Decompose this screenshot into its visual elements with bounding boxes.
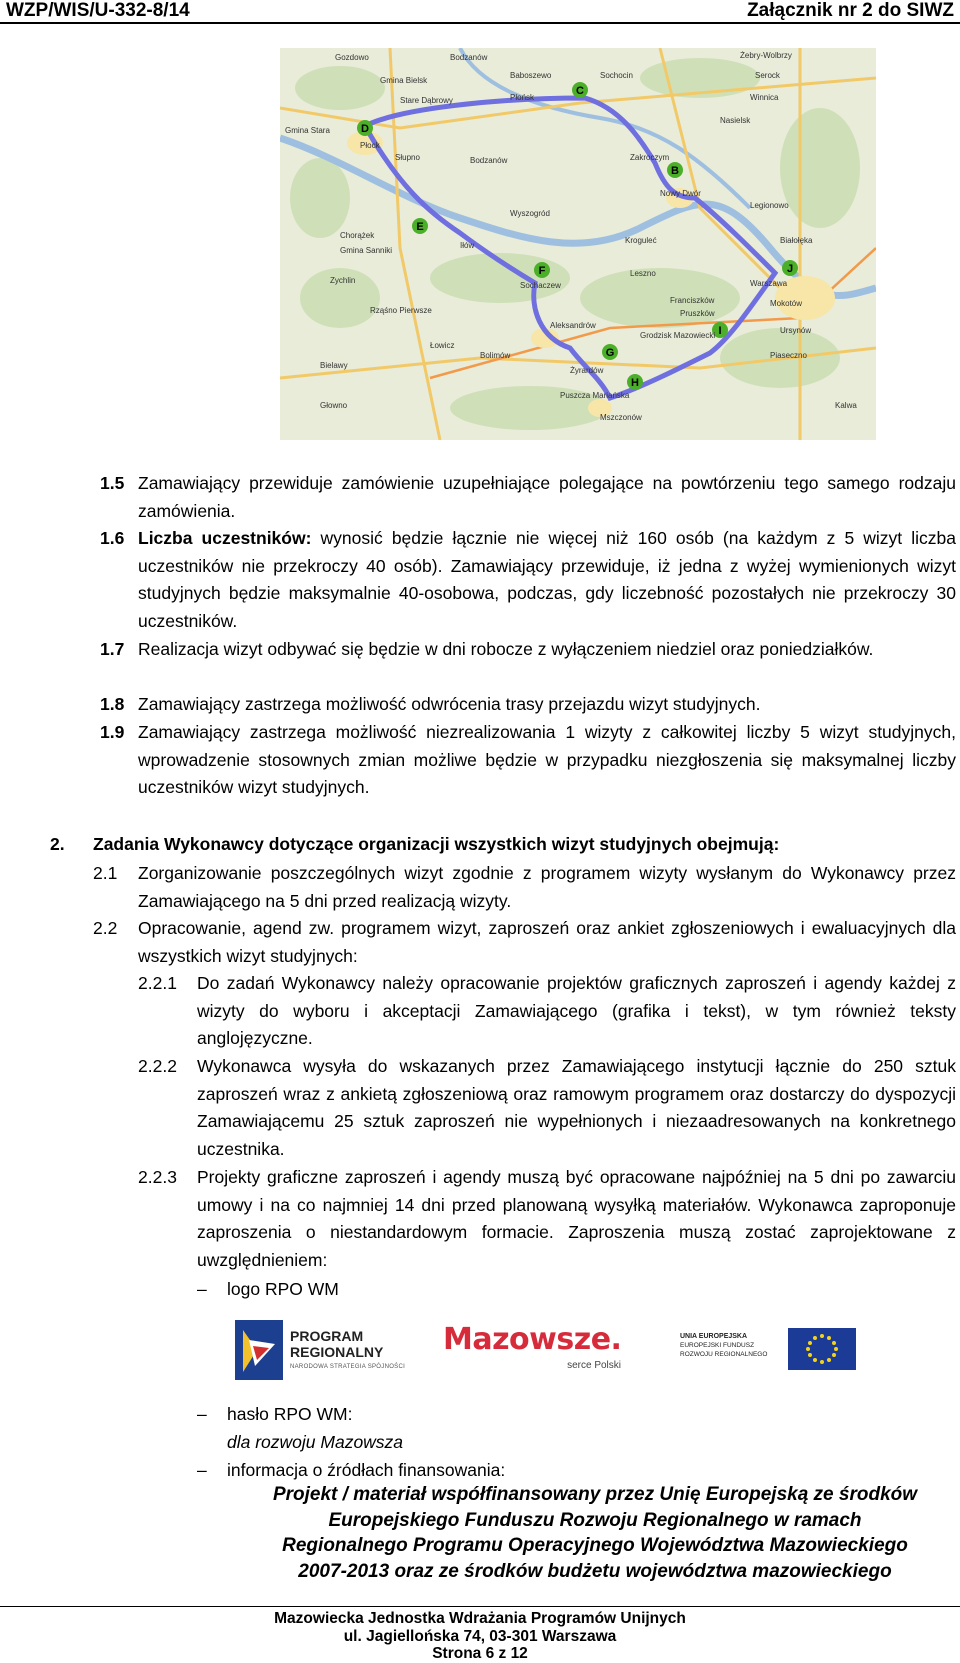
svg-text:E: E (416, 221, 424, 233)
program-logo-subtitle: NARODOWA STRATEGIA SPÓJNOŚCI (290, 1364, 406, 1370)
svg-text:Gmina Stara: Gmina Stara (285, 126, 330, 135)
svg-text:Leszno: Leszno (630, 269, 656, 278)
item-number: 2.2.2 (138, 1056, 177, 1076)
footer-institution: Mazowiecka Jednostka Wdrażania Programów Unijnych (274, 1610, 686, 1627)
svg-text:Kalwa: Kalwa (835, 401, 857, 410)
svg-text:Warszawa: Warszawa (750, 279, 788, 288)
svg-text:Franciszków: Franciszków (670, 296, 715, 305)
eu-logo (680, 1328, 860, 1374)
svg-text:Gmina Sanniki: Gmina Sanniki (340, 246, 393, 255)
item-text: Zamawiający zastrzega możliwość odwrócenia trasy przejazdu wizyt studyjnych. (138, 694, 761, 714)
svg-text:Stare Dąbrowy: Stare Dąbrowy (400, 96, 453, 105)
item-number: 2.2 (93, 918, 118, 938)
svg-text:Białołęka: Białołęka (780, 236, 813, 245)
item-number: 1.9 (100, 722, 125, 742)
svg-text:Mszczonów: Mszczonów (600, 413, 642, 422)
item-number: 1.5 (100, 473, 125, 493)
svg-text:Gmina Bielsk: Gmina Bielsk (380, 76, 428, 85)
item-text: Zorganizowanie poszczególnych wizyt zgodnie z programem wizyty wysłanym do Wykonawcy przez Zamawiającego na 5 dni przed realizacją wizyty. (138, 863, 956, 911)
svg-text:Mokotów: Mokotów (770, 299, 803, 308)
svg-text:Bodzanów: Bodzanów (450, 53, 488, 62)
item-text: Projekty graficzne zaproszeń i agendy muszą być opracowane najpóźniej na 5 dni po zawarciu umowy i na co najmniej 14 dni przed planowaną wysyłką materiałów. Wykonawca zaproponuje zaproszenia o niestandardowym formacie. Zaproszenia muszą zostać zaprojektowane z uwzględnieniem: (197, 1167, 956, 1270)
route-map (280, 48, 876, 440)
svg-text:Żebry-Wolbrzy: Żebry-Wolbrzy (740, 51, 792, 60)
svg-text:Piaseczno: Piaseczno (770, 351, 807, 360)
section-number: 2. (50, 834, 65, 854)
funding-line: Projekt / materiał współfinansowany przez Unię Europejską ze środków (272, 1484, 918, 1505)
svg-text:Grodzisk Mazowiecki: Grodzisk Mazowiecki (640, 331, 716, 340)
svg-text:Ursynów: Ursynów (780, 326, 812, 335)
funding-line: Regionalnego Programu Operacyjnego Województwa Mazowieckiego (282, 1535, 908, 1556)
item-number: 1.7 (100, 639, 125, 659)
footer-rule (0, 1606, 960, 1607)
item-text: Do zadań Wykonawcy należy opracowanie projektów graficznych zaproszeń i agendy każdej z wizyty do wyboru i akceptacji Zamawiającego (grafika i tekst), w tym również teksty anglojęzyczne. (197, 973, 956, 1048)
bullet-text: informacja o źródłach finansowania: (227, 1460, 506, 1480)
eu-flag-icon (788, 1328, 856, 1370)
svg-text:Baboszewo: Baboszewo (510, 71, 552, 80)
svg-text:B: B (671, 165, 679, 177)
bullet-text: hasło RPO WM: (227, 1404, 353, 1424)
mazowsze-tagline: serce Polski (567, 1360, 621, 1371)
svg-text:Bodzanów: Bodzanów (470, 156, 508, 165)
svg-text:Iłów: Iłów (460, 241, 475, 250)
dash-marker: – (197, 1279, 207, 1299)
svg-text:J: J (786, 263, 794, 275)
program-logo-line2: REGIONALNY (290, 1344, 384, 1360)
eu-logo-line1: UNIA EUROPEJSKA (680, 1333, 748, 1340)
page-header (0, 0, 960, 22)
svg-text:Kroguleć: Kroguleć (625, 236, 657, 245)
section-title: Zadania Wykonawcy dotyczące organizacji wszystkich wizyt studyjnych obejmują: (93, 834, 780, 854)
svg-text:F: F (538, 265, 546, 277)
item-number: 2.2.1 (138, 973, 177, 993)
svg-text:Winnica: Winnica (750, 93, 779, 102)
svg-text:Nasielsk: Nasielsk (720, 116, 751, 125)
item-text: Zamawiający zastrzega możliwość niezrealizowania 1 wizyty z całkowitej liczby 5 wizyt studyjnych, wprowadzenie stosownych zmian możliwe będzie w przypadku niezgłoszenia się maksymalnej liczby uczestników wizyt studyjnych. (138, 722, 956, 797)
item-number: 1.8 (100, 694, 125, 714)
svg-text:Płock: Płock (360, 141, 380, 150)
item-text: Zamawiający przewiduje zamówienie uzupełniające polegające na powtórzeniu tego samego rodzaju zamówienia. (138, 473, 956, 521)
mazowsze-wordmark: Mazowsze. (443, 1322, 622, 1357)
svg-text:Bolimów: Bolimów (480, 351, 511, 360)
svg-text:Bielawy: Bielawy (320, 361, 348, 370)
eu-logo-line2: EUROPEJSKI FUNDUSZ (680, 1342, 755, 1349)
funding-statement (225, 1482, 960, 1584)
program-logo-line1: PROGRAM (290, 1328, 364, 1344)
svg-text:I: I (718, 325, 722, 337)
item-text: Wykonawca wysyła do wskazanych przez Zamawiającego instytucji łącznie do 250 sztuk zaproszeń wraz z ankietą zgłoszeniową oraz ramowym programem oraz dostarczy do dyspozycji Zamawiającemu 25 sztuk zaproszeń nie wypełnionych i niezaadresowanych na konkretnego uczestnika. (197, 1056, 956, 1159)
svg-text:Sochocin: Sochocin (600, 71, 633, 80)
document-reference: WZP/WIS/U-332-8/14 (6, 0, 190, 21)
mazowsze-logo (443, 1322, 643, 1382)
svg-text:G: G (605, 347, 615, 359)
item-text: wynosić będzie łącznie nie więcej niż 160 osób (na każdym z 5 wizyt liczba uczestników nie przekroczy 40 osób). Zamawiający przewiduje, iż jedna z wyżej wymienionych wizyt studyjnych będzie maksymalnie 40-osobowa, podczas, gdy liczebność pozostałych nie przekroczy 30 uczestników. (138, 528, 956, 631)
footer-address: ul. Jagiellońska 74, 03-301 Warszawa (343, 1628, 617, 1645)
svg-text:Żyrardów: Żyrardów (570, 366, 604, 375)
svg-text:Chorążek: Chorążek (340, 231, 375, 240)
attachment-label: Załącznik nr 2 do SIWZ (747, 0, 954, 21)
svg-text:Rząśno Pierwsze: Rząśno Pierwsze (370, 306, 432, 315)
svg-text:Legionowo: Legionowo (750, 201, 789, 210)
item-number: 1.6 (100, 528, 125, 548)
svg-text:Zakroczym: Zakroczym (630, 153, 670, 162)
bullet-text: logo RPO WM (227, 1279, 339, 1299)
logos-strip (225, 1310, 865, 1410)
funding-line: Europejskiego Funduszu Rozwoju Regionalnego w ramach (328, 1509, 862, 1531)
program-regionalny-logo (235, 1320, 415, 1384)
header-rule (0, 22, 960, 24)
dash-marker: – (197, 1404, 207, 1424)
participants-label: Liczba uczestników: (138, 528, 312, 548)
item-text: Opracowanie, agend zw. programem wizyt, zaproszeń oraz ankiet zgłoszeniowych i ewaluacyjnych dla wszystkich wizyt studyjnych: (138, 918, 956, 966)
svg-text:Sochaczew: Sochaczew (520, 281, 561, 290)
page-number: Strona 6 z 12 (432, 1645, 528, 1662)
item-number: 2.2.3 (138, 1167, 177, 1187)
rpo-slogan: dla rozwoju Mazowsza (227, 1432, 404, 1452)
svg-text:Głowno: Głowno (320, 401, 348, 410)
svg-text:Aleksandrów: Aleksandrów (550, 321, 596, 330)
svg-text:C: C (576, 85, 584, 97)
svg-text:Puszcza Mariańska: Puszcza Mariańska (560, 391, 630, 400)
funding-line: 2007-2013 oraz ze środków budżetu województwa mazowieckiego (298, 1560, 892, 1582)
svg-text:Pruszków: Pruszków (680, 309, 715, 318)
svg-text:Łowicz: Łowicz (430, 341, 455, 350)
svg-text:D: D (361, 123, 369, 135)
section-2-heading (50, 831, 960, 859)
svg-text:Płońsk: Płońsk (510, 93, 535, 102)
svg-text:H: H (631, 377, 639, 389)
dash-marker: – (197, 1460, 207, 1480)
svg-text:Zychlin: Zychlin (330, 276, 356, 285)
star-emblem-icon (235, 1320, 283, 1380)
svg-text:Słupno: Słupno (395, 153, 420, 162)
eu-logo-line3: ROZWOJU REGIONALNEGO (680, 1351, 768, 1358)
svg-text:Nowy Dwór: Nowy Dwór (660, 189, 701, 198)
svg-text:Serock: Serock (755, 71, 780, 80)
item-number: 2.1 (93, 863, 118, 883)
svg-text:Wyszogród: Wyszogród (510, 209, 550, 218)
item-text: Realizacja wizyt odbywać się będzie w dni robocze z wyłączeniem niedziel oraz poniedziałków. (138, 639, 874, 659)
svg-text:Gozdowo: Gozdowo (335, 53, 369, 62)
